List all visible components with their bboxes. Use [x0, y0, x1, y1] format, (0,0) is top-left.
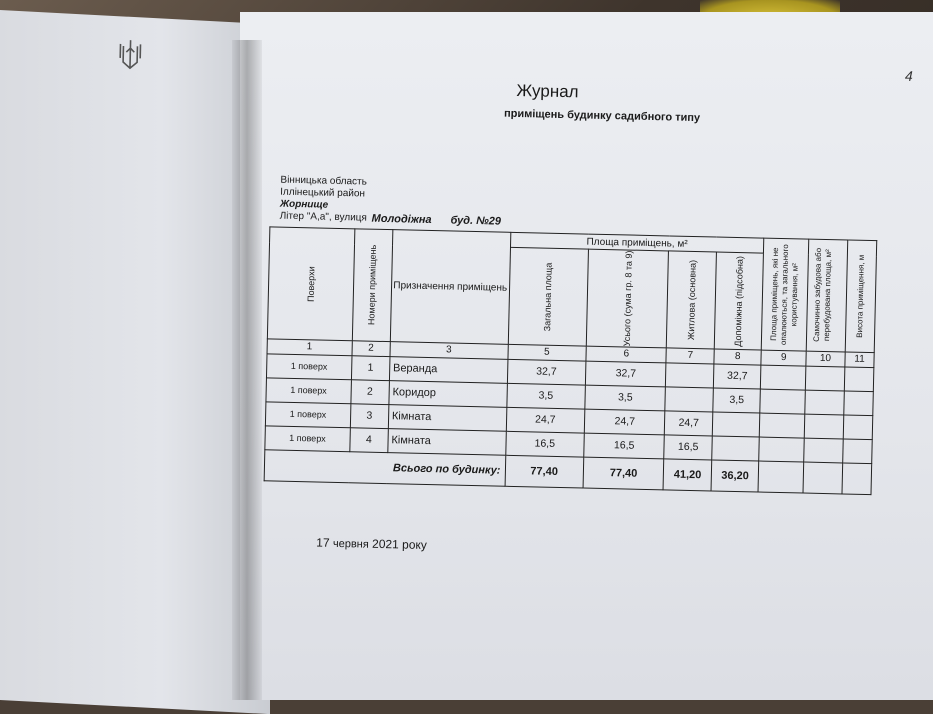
rooms-table	[264, 226, 878, 495]
header-floor: Поверхи	[267, 227, 354, 341]
header-sum: Усього (сума гр. 8 та 9)	[586, 249, 669, 348]
address-village: Жорнище	[279, 198, 329, 211]
header-total-area: Загальна площа	[508, 247, 589, 346]
address-building: буд. №29	[450, 214, 502, 228]
table-row: 1 поверх 2 Коридор 3,5 3,5 3,5	[266, 378, 873, 416]
totals-sum: 77,40	[583, 457, 664, 490]
totals-total-area: 77,40	[505, 455, 584, 488]
header-height: Висота приміщення, м	[845, 240, 876, 352]
table-row: 1 поверх 4 Кімната 16,5 16,5 16,5	[265, 426, 872, 464]
header-self-built: Самочинно забудова або перебудована площа, м²	[806, 239, 848, 352]
address-liter-street: Літер "А,а", вулиця	[279, 210, 368, 224]
header-living: Житлова (основна)	[667, 251, 717, 349]
header-room-number: Номери приміщень	[352, 229, 393, 342]
header-aux: Допоміжна (підсобна)	[714, 252, 764, 350]
header-purpose: Призначення приміщень	[390, 230, 510, 344]
header-not-heated: Площа приміщень, які не опалюються, та загального користування, м²	[762, 238, 809, 351]
table-row: 1 поверх 3 Кімната 24,7 24,7 24,7	[265, 402, 872, 440]
totals-label: Всього по будинку:	[264, 450, 505, 486]
document-date: 17 червня 2021 року	[316, 535, 428, 553]
totals-living: 41,20	[663, 459, 711, 491]
address-district: Іллінецький район	[280, 186, 366, 200]
address-region: Вінницька область	[280, 174, 367, 188]
journal-title: Журнал	[516, 80, 579, 102]
journal-subtitle: приміщень будинку садибного типу	[503, 107, 701, 125]
coat-of-arms-icon	[115, 38, 146, 75]
totals-aux: 36,20	[711, 460, 759, 492]
header-area-group: Площа приміщень, м²	[510, 232, 764, 253]
page-number: 4	[904, 67, 913, 84]
column-numbers-row: 1 2 3 5 6 7 8 9 10 11	[267, 339, 874, 368]
table-row: 1 поверх 1 Веранда 32,7 32,7 32,7	[266, 354, 873, 392]
address-street: Молодіжна	[371, 212, 432, 227]
